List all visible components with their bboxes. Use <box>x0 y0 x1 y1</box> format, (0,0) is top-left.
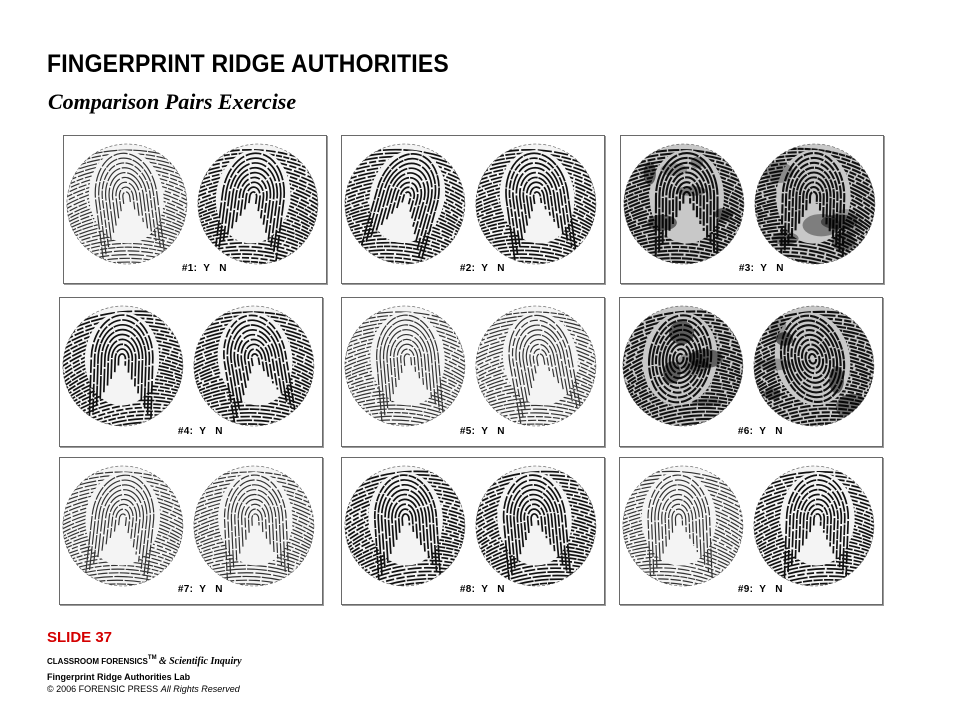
pair-answer-label: #3: Y N <box>738 263 784 274</box>
fingerprint-pair-image <box>621 136 883 283</box>
page-subtitle: Comparison Pairs Exercise <box>48 89 297 114</box>
comparison-pair-card <box>619 297 883 447</box>
fingerprint-pair-image <box>60 298 322 446</box>
pair-answer-label: #9: Y N <box>737 584 783 595</box>
comparison-pair-card <box>63 135 327 284</box>
pair-answer-label: #1: Y N <box>181 263 227 274</box>
comparison-pair-card <box>341 457 605 605</box>
footer-brand-suffix: & Scientific Inquiry <box>158 656 242 667</box>
footer-brand: CLASSROOM FORENSICS <box>47 657 148 666</box>
pair-answer-label: #7: Y N <box>177 584 223 595</box>
footer-copyright-line <box>47 684 240 694</box>
pair-answer-label: #6: Y N <box>737 426 783 437</box>
page-title: FINGERPRINT RIDGE AUTHORITIES <box>47 50 449 78</box>
comparison-pair-card <box>341 297 605 447</box>
pair-answer-label: #5: Y N <box>459 426 505 437</box>
footer-trademark: TM <box>147 655 157 661</box>
pair-answer-label: #8: Y N <box>459 584 505 595</box>
footer-brand-line <box>47 656 242 667</box>
footer-copyright: © 2006 FORENSIC PRESS <box>47 684 159 694</box>
fingerprint-pair-image <box>342 458 604 604</box>
comparison-pair-card <box>619 457 883 605</box>
footer-rights: All Rights Reserved <box>160 684 240 694</box>
comparison-pair-card <box>620 135 884 284</box>
fingerprint-pair-image <box>342 298 604 446</box>
comparison-pair-card <box>341 135 605 284</box>
fingerprint-pair-image <box>620 298 882 446</box>
fingerprint-pair-image <box>64 136 326 283</box>
comparison-pair-card <box>59 457 323 605</box>
slide-number: SLIDE 37 <box>47 629 113 646</box>
footer-lab-name: Fingerprint Ridge Authorities Lab <box>47 672 191 682</box>
fingerprint-pair-image <box>342 136 604 283</box>
pair-answer-label: #2: Y N <box>459 263 505 274</box>
pair-answer-label: #4: Y N <box>177 426 223 437</box>
fingerprint-pair-image <box>60 458 322 604</box>
fingerprint-pair-image <box>620 458 882 604</box>
comparison-pair-card <box>59 297 323 447</box>
